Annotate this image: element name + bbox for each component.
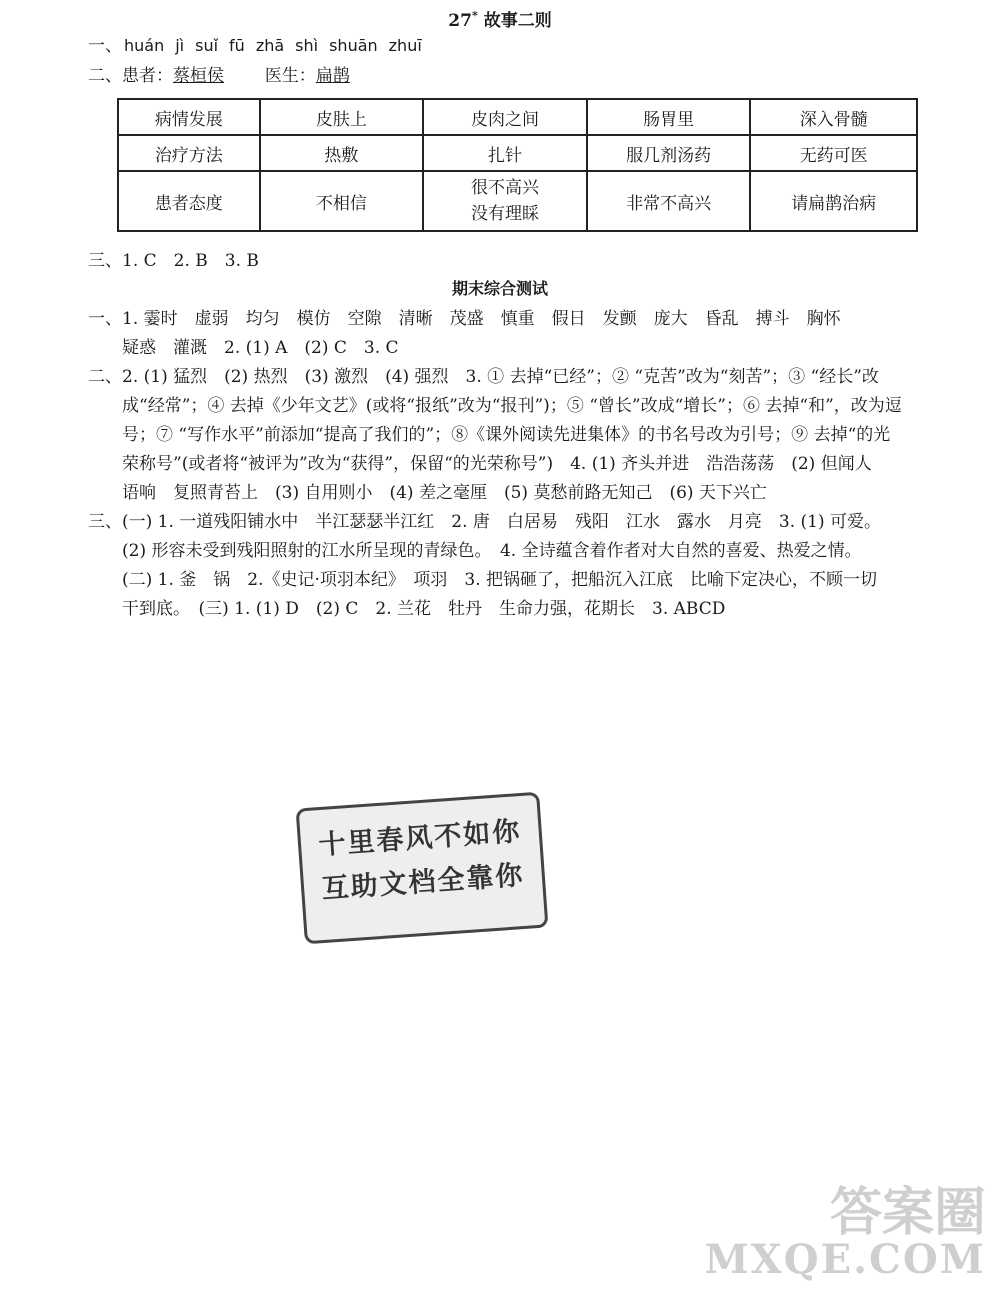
answer-line: 干到底。 (三) 1. (1) D (2) C 2. 兰花 牡丹 生命力强，花期长 3. ABCD (88, 599, 726, 619)
answer-line: 语响 复照青苔上 (3) 自用则小 (4) 差之毫厘 (5) 莫愁前路无知己 (6) 天下兴亡 (88, 483, 767, 503)
lesson-title: 故事二则 (483, 11, 552, 31)
table-cell: 无药可医 (750, 135, 917, 171)
table-cell: 服几剂汤药 (587, 135, 751, 171)
section-3-answers: 三、1. C 2. B 3. B (88, 251, 259, 271)
pinyin-item: shuān (329, 36, 378, 55)
watermark (704, 1182, 986, 1283)
patient-label: 患者： (122, 66, 173, 86)
lesson-number: 27 (448, 11, 472, 31)
watermark-brand: 答案圈 (829, 1182, 986, 1243)
pinyin-item: huán (124, 36, 165, 55)
stamp-line-1: 十里春风不如你 (317, 816, 523, 862)
stamp-line-2: 互助文档全靠你 (320, 859, 526, 906)
answer-line: 二、2. (1) 猛烈 (2) 热烈 (3) 激烈 (4) 强烈 3. ① 去掉“已经”；② “克苦”改为“刻苦”；③ “经长”改 (88, 367, 879, 387)
pinyin-item: jì (175, 36, 185, 55)
table-cell: 深入骨髓 (750, 99, 917, 135)
answer-line: 荣称号”(或者将“被评为”改为“获得”，保留“的光荣称号”) 4. (1) 齐头并进 浩浩荡荡 (2) 但闻人 (88, 454, 872, 474)
table-cell: 热敷 (260, 135, 424, 171)
table-cell: 病情发展 (118, 99, 260, 135)
table-row (118, 135, 917, 171)
table-cell: 皮肉之间 (423, 99, 587, 135)
story-table (117, 98, 918, 232)
watermark-url: MXQE.COM (704, 1236, 986, 1283)
pinyin-item: fū (229, 36, 245, 55)
table-cell: 非常不高兴 (587, 171, 751, 231)
pinyin-item: suǐ (195, 36, 219, 55)
answer-line: (2) 形容未受到残阳照射的江水所呈现的青绿色。 4. 全诗蕴含着作者对大自然的喜爱、热爱之情。 (88, 541, 862, 561)
table-cell: 皮肤上 (260, 99, 424, 135)
section-2-characters (88, 65, 350, 87)
table-cell: 患者态度 (118, 171, 260, 231)
page-title (0, 6, 1000, 31)
answer-line: (二) 1. 釜 锅 2.《史记·项羽本纪》 项羽 3. 把锅砸了，把船沉入江底 比喻下定决心，不顾一切 (88, 570, 878, 590)
stamp (296, 792, 549, 945)
pinyin-item: zhā (255, 36, 285, 55)
section-label: 二、 (88, 66, 122, 86)
table-row (118, 171, 917, 231)
table-cell: 请扁鹊治病 (750, 171, 917, 231)
section-1-pinyin (88, 35, 433, 57)
table-row (118, 99, 917, 135)
pinyin-item: shì (295, 36, 319, 55)
table-cell: 肠胃里 (587, 99, 751, 135)
answer-line: 疑惑 灌溉 2. (1) A (2) C 3. C (88, 338, 399, 358)
pinyin-item: zhuī (388, 36, 422, 55)
table-cell: 扎针 (423, 135, 587, 171)
patient-name: 蔡桓侯 (173, 66, 224, 86)
answer-line: 号；⑦ “写作水平”前添加“提高了我们的”；⑧《课外阅读先进集体》的书名号改为引号；⑨ 去掉“的光 (88, 425, 891, 445)
table-cell: 不相信 (260, 171, 424, 231)
section-subtitle: 期末综合测试 (451, 279, 548, 298)
table-cell: 很不高兴 没有理睬 (423, 171, 587, 231)
doctor-name: 扁鹊 (315, 66, 350, 86)
answer-line: 成“经常”；④ 去掉《少年文艺》(或将“报纸”改为“报刊”)；⑤ “曾长”改成“增长”；⑥ 去掉“和”，改为逗 (88, 396, 902, 416)
answer-line: 一、1. 霎时 虚弱 均匀 模仿 空隙 清晰 茂盛 慎重 假日 发颤 庞大 昏乱 搏斗 胸怀 (88, 309, 841, 329)
table-cell: 治疗方法 (118, 135, 260, 171)
lesson-mark: * (471, 9, 478, 23)
doctor-label: 医生： (264, 66, 316, 86)
answer-line: 三、(一) 1. 一道残阳铺水中 半江瑟瑟半江红 2. 唐 白居易 残阳 江水 露水 月亮 3. (1) 可爱。 (88, 512, 882, 532)
section-label: 一、 (88, 36, 122, 56)
